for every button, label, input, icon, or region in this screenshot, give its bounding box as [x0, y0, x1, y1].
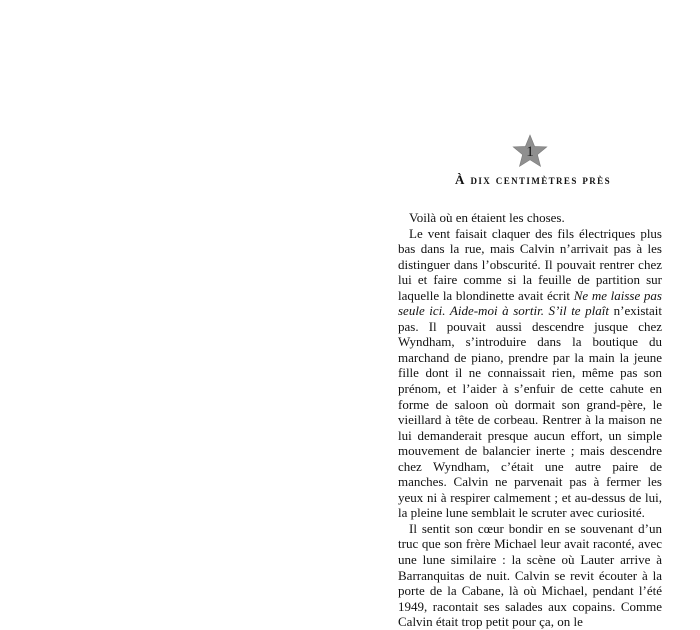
body-paragraph: [398, 521, 662, 630]
body-paragraph: [398, 210, 662, 226]
chapter-body-text: [398, 210, 662, 630]
body-paragraph: [398, 226, 662, 521]
chapter-title: À dix centimètres près: [455, 172, 611, 187]
text-run: Il sentit son cœur bondir en se souvenant d’un truc que son frère Michael leur avait raconté, avec une lune similaire : la scène où Lauter arrive à Barranquitas de nuit. Calvin se revit écouter à la porte de la Cabane, là où Michael, pendant l’été 1949, racontait ses salades aux copains. Comme Calvin était trop petit pour ça, on le: [398, 520, 662, 630]
text-run: Voilà où en étaient les choses.: [409, 210, 565, 225]
left-page-blank: [0, 0, 350, 557]
chapter-number-badge: [512, 134, 548, 170]
chapter-number: 1: [526, 144, 534, 160]
italic-quote: Ne me laisse pas seule ici. Aide-moi à sortir. S’il te plaît: [398, 287, 662, 319]
text-run: n’existait pas. Il pouvait aussi descendre jusque chez Wyndham, s’introduire dans la boutique du marchand de piano, prendre par la main la jeune fille dont il ne connaissait rien, même pas son prénom, et l’aider à s’enfuir de cette cahute en forme de saloon où dormait son grand-père, le vieillard à tête de corbeau. Rentrer à la maison ne lui demanderait presque aucun effort, un simple mouvement de balancier inerte ; mais descendre chez Wyndham, c’était une autre paire de manches. Calvin ne parvenait pas à fermer les yeux ni à respirer calmement ; et au-dessus de lui, la pleine lune semblait le scruter avec curiosité.: [398, 303, 662, 521]
text-run: Le vent faisait claquer des fils électriques plus bas dans la rue, mais Calvin n’arrivait pas à les distinguer dans l’obscurité. Il pouvait rentrer chez lui et faire comme si la feuille de partition sur laquelle la blondinette avait écrit: [398, 225, 662, 303]
